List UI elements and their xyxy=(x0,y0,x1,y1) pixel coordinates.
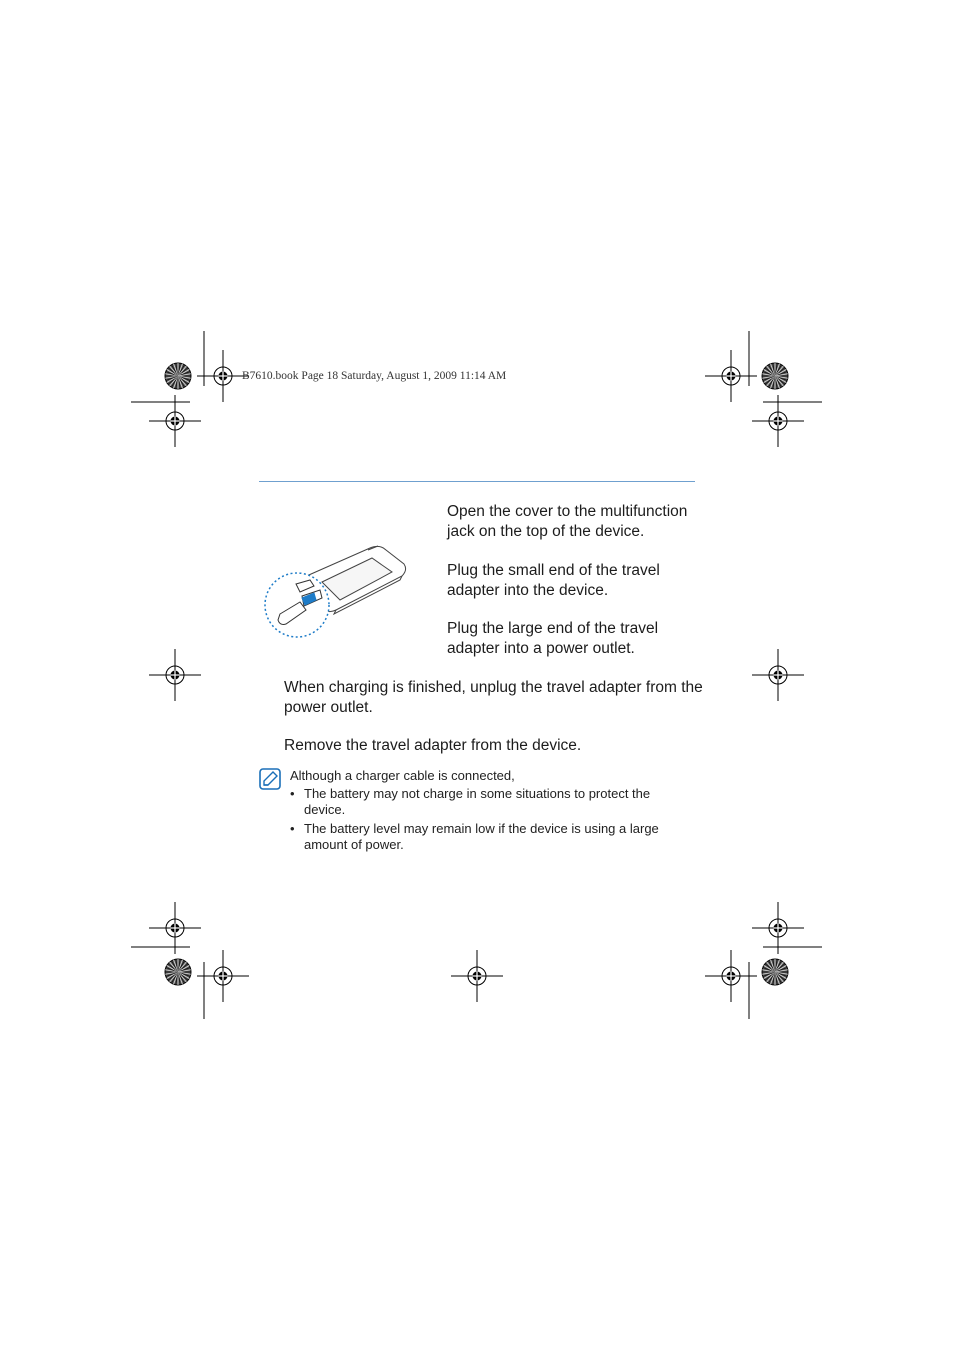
crosshair-target-icon xyxy=(197,950,249,1002)
crosshair-target-icon xyxy=(752,649,804,701)
crosshair-target-icon xyxy=(149,649,201,701)
note-pen-icon xyxy=(259,768,281,790)
starburst-target-icon xyxy=(165,363,191,389)
note-bullets xyxy=(290,786,690,853)
note-block xyxy=(290,768,690,856)
starburst-target-icon xyxy=(762,959,788,985)
note-intro: Although a charger cable is connected, xyxy=(290,768,515,783)
note-bullet: • The battery level may remain low if the device is using a large amount of power. xyxy=(290,821,690,853)
step-open-cover: Open the cover to the multifunction jack on the top of the device. xyxy=(447,503,688,540)
note-bullet: • The battery may not charge in some situations to protect the device. xyxy=(290,786,690,818)
crosshair-target-icon xyxy=(752,902,804,954)
crosshair-target-icon xyxy=(451,950,503,1002)
starburst-target-icon xyxy=(762,363,788,389)
step-remove: Remove the travel adapter from the device. xyxy=(284,737,582,754)
crosshair-target-icon xyxy=(149,395,201,447)
phone-charging-illustration xyxy=(262,540,412,640)
step-unplug: When charging is finished, unplug the travel adapter from the power outlet. xyxy=(284,679,703,716)
starburst-target-icon xyxy=(165,959,191,985)
print-header-line: B7610.book Page 18 Saturday, August 1, 2009 11:14 AM xyxy=(242,370,507,382)
section-rule xyxy=(259,481,695,482)
step-plug-large-end: Plug the large end of the travel adapter into a power outlet. xyxy=(447,620,659,657)
crosshair-target-icon xyxy=(752,395,804,447)
step-plug-small-end: Plug the small end of the travel adapter into the device. xyxy=(447,562,660,599)
crosshair-target-icon xyxy=(149,902,201,954)
